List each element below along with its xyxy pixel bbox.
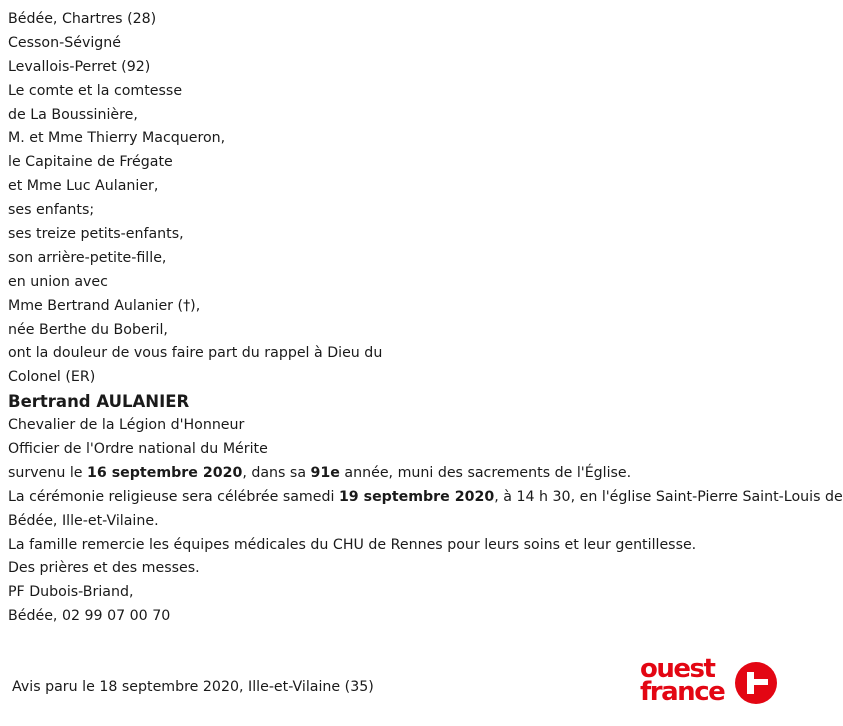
notice-line: ont la douleur de vous faire part du rappel à Dieu du bbox=[8, 345, 383, 362]
notice-line: son arrière-petite-fille, bbox=[8, 249, 167, 266]
logo-line-1: ouest bbox=[640, 654, 715, 684]
death-prefix: survenu le bbox=[8, 464, 88, 481]
ceremony-date: 19 septembre 2020 bbox=[338, 488, 495, 505]
death-age: 91e bbox=[310, 464, 340, 481]
ceremony-prefix: La cérémonie religieuse sera célébrée samedi bbox=[8, 488, 339, 505]
ceremony-suffix: , à 14 h 30, en l'église Saint-Pierre Saint-Louis de bbox=[494, 488, 843, 505]
prayers-line: Des prières et des messes. bbox=[8, 560, 200, 577]
thanks-line: La famille remercie les équipes médicales du CHU de Rennes pour leurs soins et leur gentillesse. bbox=[8, 536, 697, 553]
notice-line: Le comte et la comtesse bbox=[8, 82, 183, 99]
funeral-contact: Bédée, 02 99 07 00 70 bbox=[8, 608, 171, 625]
notice-line: ses enfants; bbox=[8, 202, 95, 219]
death-date: 16 septembre 2020 bbox=[87, 464, 243, 481]
ceremony-info bbox=[8, 486, 843, 510]
obituary-notice bbox=[8, 8, 843, 629]
honor-line: Chevalier de la Légion d'Honneur bbox=[8, 417, 245, 434]
funeral-home: PF Dubois-Briand, bbox=[8, 584, 134, 601]
notice-line: le Capitaine de Frégate bbox=[8, 154, 173, 171]
publication-info: Avis paru le 18 septembre 2020, Ille-et-Vilaine (35) bbox=[12, 679, 374, 695]
notice-line: née Berthe du Boberil, bbox=[8, 321, 168, 338]
notice-line: Colonel (ER) bbox=[8, 369, 96, 386]
ouest-france-emblem-icon bbox=[735, 662, 777, 708]
notice-line: Bédée, Chartres (28) bbox=[8, 11, 157, 27]
notice-line: et Mme Luc Aulanier, bbox=[8, 178, 159, 195]
notice-line: M. et Mme Thierry Macqueron, bbox=[8, 130, 226, 147]
ouest-france-logo bbox=[640, 654, 780, 710]
death-middle: , dans sa bbox=[242, 464, 311, 481]
notice-line: en union avec bbox=[8, 273, 108, 290]
logo-wordmark bbox=[640, 654, 725, 707]
notice-line: Cesson-Sévigné bbox=[8, 34, 122, 51]
notice-line: ses treize petits-enfants, bbox=[8, 226, 184, 243]
logo-line-2: france bbox=[640, 677, 725, 707]
notice-line: Levallois-Perret (92) bbox=[8, 58, 151, 75]
death-suffix: année, muni des sacrements de l'Église. bbox=[339, 464, 632, 481]
deceased-name: Bertrand AULANIER bbox=[8, 392, 190, 412]
notice-line: Mme Bertrand Aulanier (†), bbox=[8, 297, 201, 314]
honor-line: Officier de l'Ordre national du Mérite bbox=[8, 441, 268, 458]
notice-line: de La Boussinière, bbox=[8, 106, 138, 123]
death-info bbox=[8, 462, 778, 486]
ceremony-place: Bédée, Ille-et-Vilaine. bbox=[8, 512, 159, 529]
